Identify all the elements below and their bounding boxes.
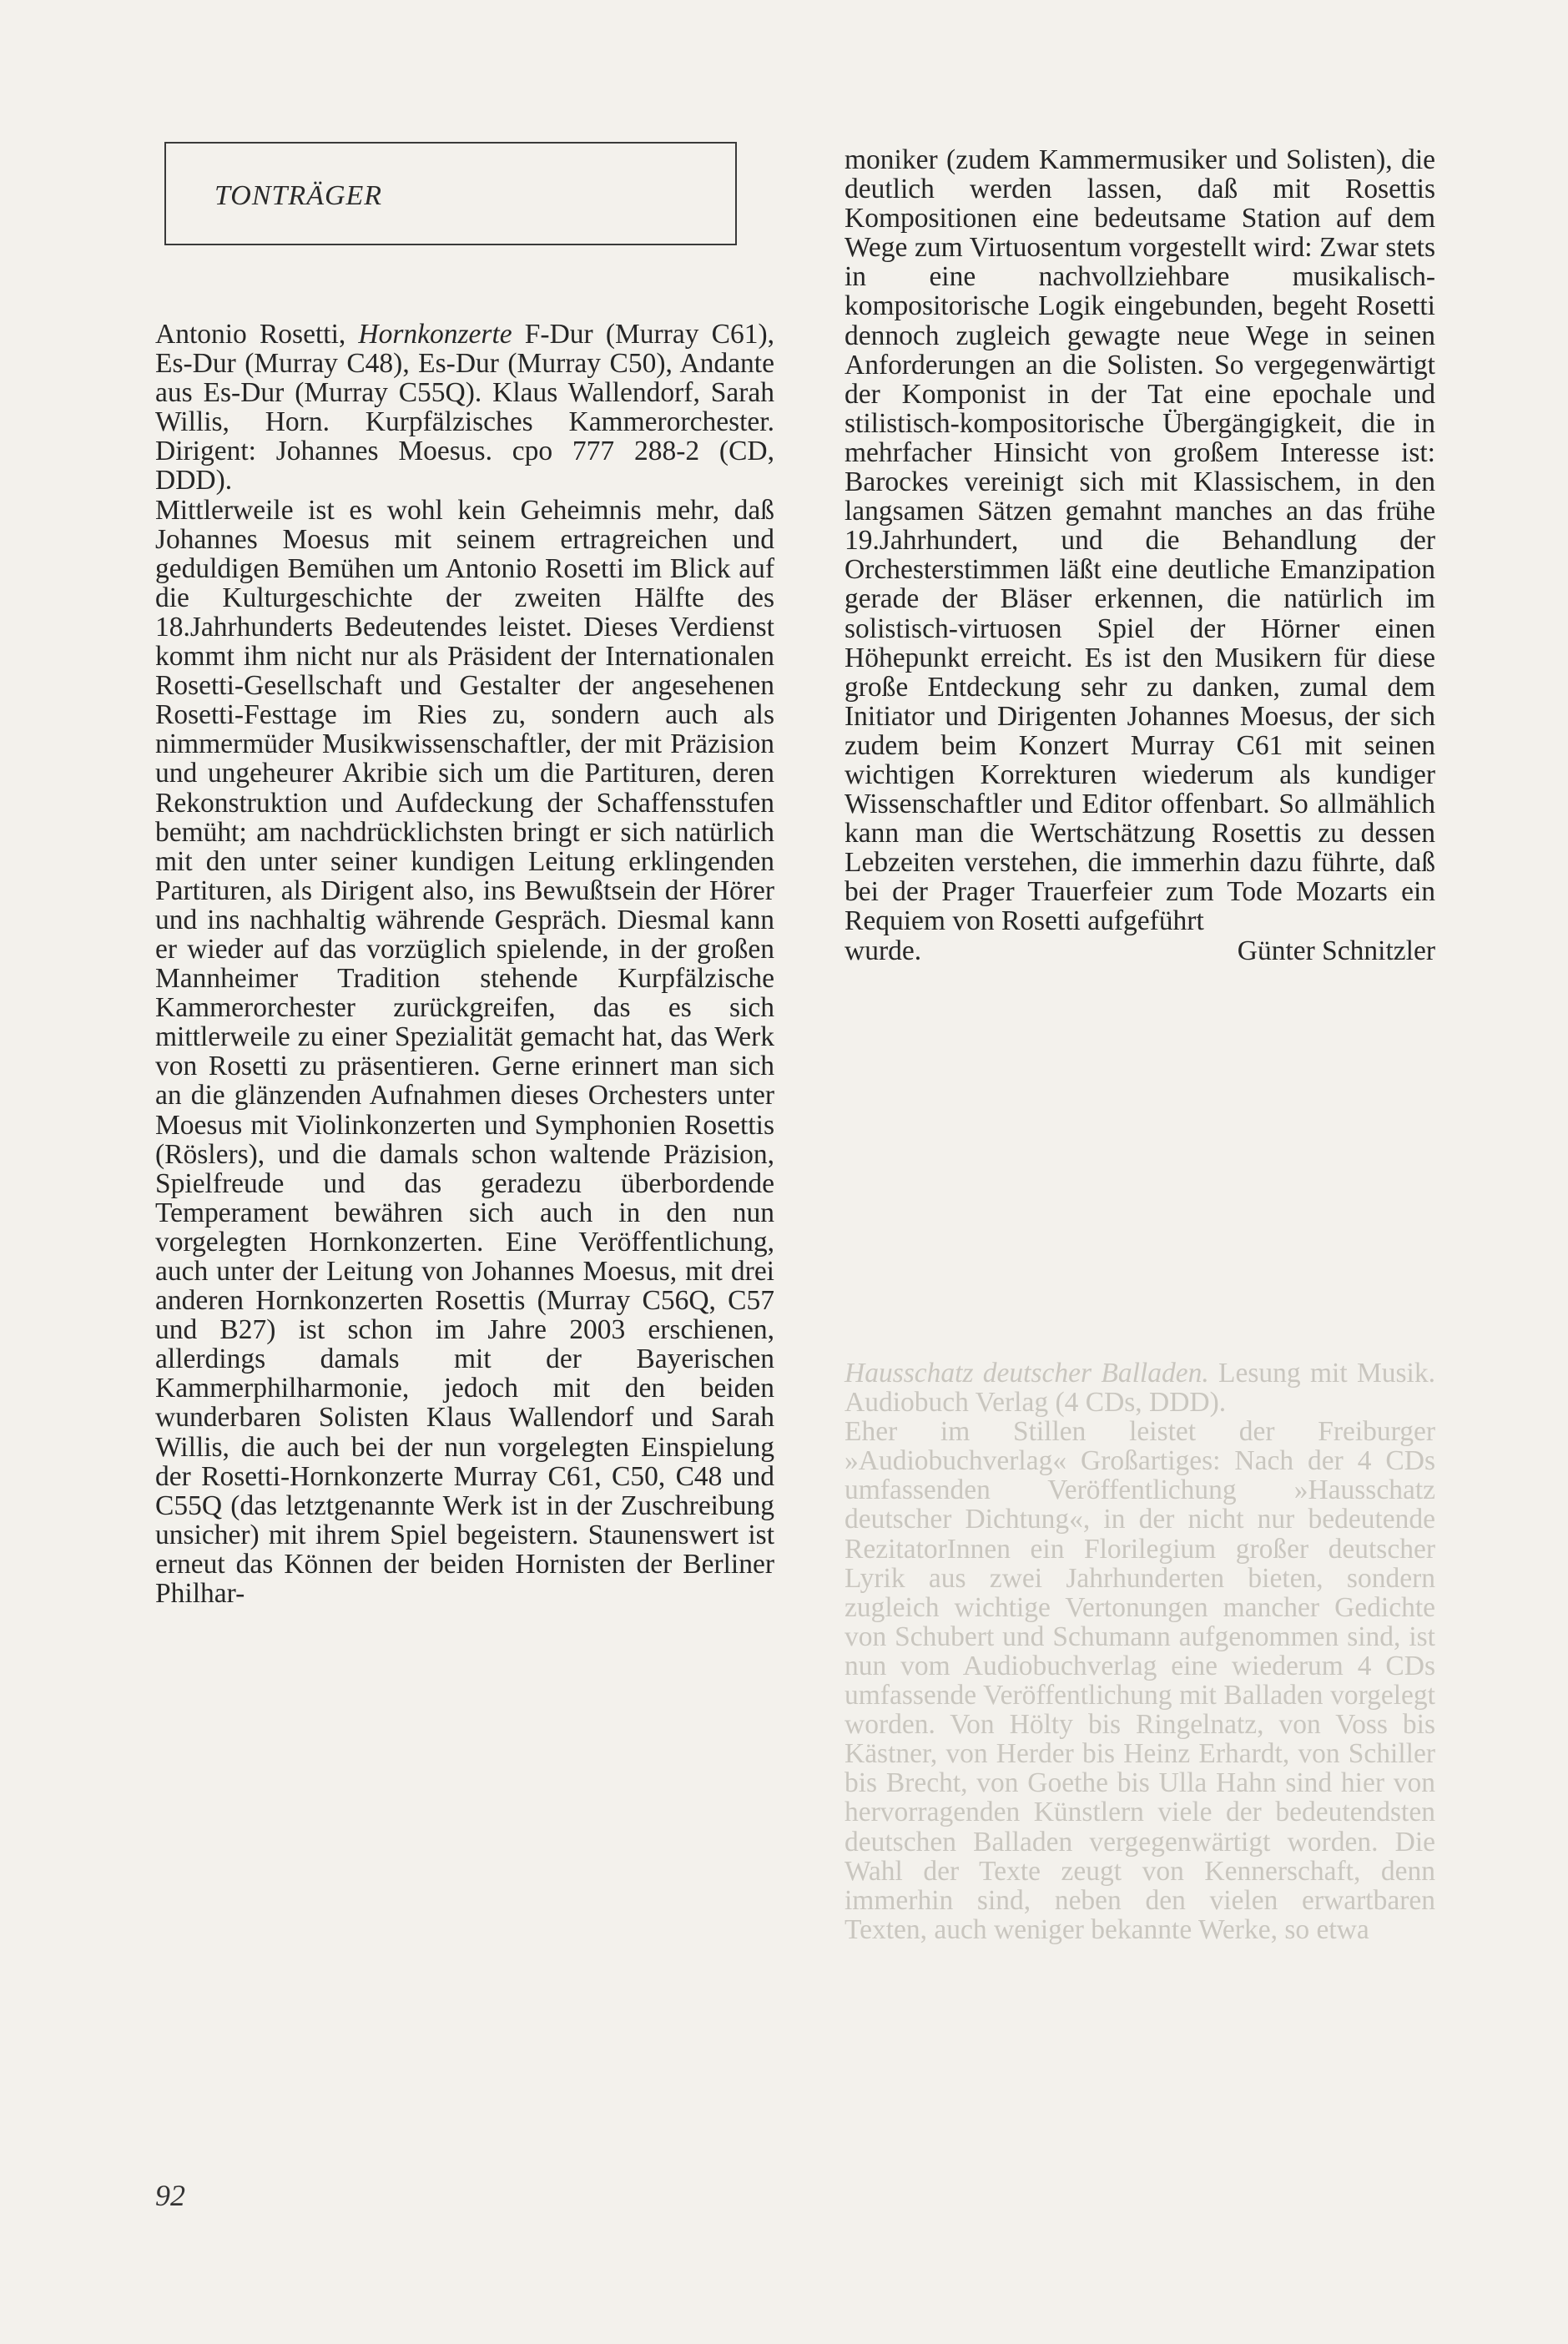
- review2-citation: [845, 1359, 1435, 1417]
- review1-body-left: Mittlerweile ist es wohl kein Geheimnis mehr, daß Johannes Moesus mit seinem ertragreichen und geduldigen Bemühen um Antonio Rosetti im Blick auf die Kulturgeschichte der zweiten Hälfte des 18.Jahrhunderts Bedeutendes leistet. Dieses Verdienst kommt ihm nicht nur als Präsident der Internationalen Rosetti-Gesellschaft und Gestalter der angesehenen Rosetti-Festtage im Ries zu, sondern auch als nimmermüder Musikwissenschaftler, der mit Präzision und ungeheurer Akribie sich um die Partituren, deren Rekonstruktion und Aufdeckung der Schaffensstufen bemüht; am nachdrücklichsten bringt er sich natürlich mit den unter seiner kundigen Leitung erklingenden Partituren, als Dirigent also, ins Bewußtsein der Hörer und ins nachhaltig währende Gespräch. Diesmal kann er wieder auf das vorzüglich spielende, in der großen Mannheimer Tradition stehende Kurpfälzische Kammerorchester zurückgreifen, das es sich mittlerweile zu einer Spezialität gemacht hat, das Werk von Rosetti zu präsentieren. Gerne erinnert man sich an die glänzenden Aufnahmen dieses Orchesters unter Moesus mit Violinkonzerten und Symphonien Rosettis (Röslers), und die damals schon waltende Präzision, Spielfreude und das geradezu überbordende Temperament bewähren sich auch in den nun vorgelegten Hornkonzerten. Eine Veröffentlichung, auch unter der Leitung von Johannes Moesus, mit drei anderen Hornkonzerten Rosettis (Murray C56Q, C57 und B27) ist schon im Jahre 2003 erschienen, allerdings damals mit der Bayerischen Kammerphilharmonie, jedoch mit den beiden wunderbaren Solisten Klaus Wallendorf und Sarah Willis, die auch bei der nun vorgelegten Einspielung der Rosetti-Hornkonzerte Murray C61, C50, C48 und C55Q (das letztgenannte Werk ist in der Zuschreibung unsicher) mit ihrem Spiel begeistern. Staunenswert ist erneut das Können der beiden Hornisten der Berliner Philhar-: [155, 494, 774, 1610]
- review2-body: Eher im Stillen leistet der Freiburger »Audiobuchverlag« Großartiges: Nach der 4 CDs umfassenden Veröffentlichung »Hausschatz deutscher Dichtung«, in der nicht nur bedeutende RezitatorInnen ein Florilegium großer deutscher Lyrik aus zwei Jahrhunderten bieten, sondern zugleich wichtige Vertonungen mancher Gedichte von Schubert und Schumann aufgenommen sind, ist nun vom Audiobuchverlag eine wiederum 4 CDs umfassende Veröffentlichung mit Balladen vorgelegt worden. Von Hölty bis Ringelnatz, von Voss bis Kästner, von Herder bis Heinz Erhardt, von Schiller bis Brecht, von Goethe bis Ulla Hahn sind hier von hervorragenden Künstlern viele der bedeutendsten deutschen Balladen vergegenwärtigt worden. Die Wahl der Texte zeugt von Kennerschaft, denn immerhin sind, neben den vielen erwartbaren Texten, auch weniger bekannte Werke, so etwa: [845, 1416, 1435, 1945]
- left-column: [155, 320, 774, 1608]
- section-heading-box: [164, 142, 737, 245]
- review1-last-word: wurde.: [845, 935, 922, 966]
- review1-citation-work: Hornkonzerte: [358, 319, 512, 350]
- review1-citation: [155, 320, 774, 496]
- review1-citation-rest: F-Dur (Murray C61), Es-Dur (Murray C48), Es-Dur (Murray C50), Andante aus Es-Dur (Murray C55Q). Klaus Wallendorf, Sarah Willis, Horn. Kurpfälzisches Kammerorchester. Dirigent: Johannes Moesus. cpo 777 288-2 (CD, DDD).: [155, 319, 774, 497]
- page-number: 92: [155, 2179, 185, 2212]
- right-column: [845, 145, 1435, 965]
- review2-citation-rest: Lesung mit Musik. Audiobuch Verlag (4 CDs, DDD).: [845, 1358, 1435, 1419]
- review1-reviewer: Günter Schnitzler: [1237, 935, 1435, 966]
- review2-column: [845, 1359, 1435, 1944]
- review1-body-right: moniker (zudem Kammermusiker und Solisten), die deutlich werden lassen, daß mit Rosettis Kompositionen eine bedeutsame Station auf dem Wege zum Virtuosentum vorgestellt wird: Zwar stets in eine nachvollziehbare musikalisch-kompositorische Logik eingebunden, begeht Rosetti dennoch zugleich gewagte neue Wege in seinen Anforderungen an die Solisten. So vergegenwärtigt der Komponist in der Tat eine epochale und stilistisch-kompositorische Übergängigkeit, die in mehrfacher Hinsicht von großem Interesse ist: Barockes vereinigt sich mit Klassischem, in den langsamen Sätzen gemahnt manches an das frühe 19.Jahrhundert, und die Behandlung der Orchesterstimmen läßt eine deutliche Emanzipation gerade der Bläser erkennen, die natürlich im solistisch-virtuosen Spiel der Hörner einen Höhepunkt erreicht. Es ist den Musikern für diese große Entdeckung sehr zu danken, zumal dem Initiator und Dirigenten Johannes Moesus, der sich zudem beim Konzert Murray C61 mit seinen wichtigen Korrekturen wiederum als kundiger Wissenschaftler und Editor offenbart. So allmählich kann man die Wertschätzung Rosettis zu dessen Lebzeiten verstehen, die immerhin dazu führte, daß bei der Prager Trauerfeier zum Tode Mozarts ein Requiem von Rosetti aufgeführt: [845, 144, 1435, 937]
- review1-signature-line: [845, 936, 1435, 965]
- review2-citation-work: Hausschatz deutscher Balladen.: [845, 1358, 1209, 1389]
- section-title: TONTRÄGER: [214, 180, 383, 211]
- review1-citation-author: Antonio Rosetti,: [155, 319, 359, 350]
